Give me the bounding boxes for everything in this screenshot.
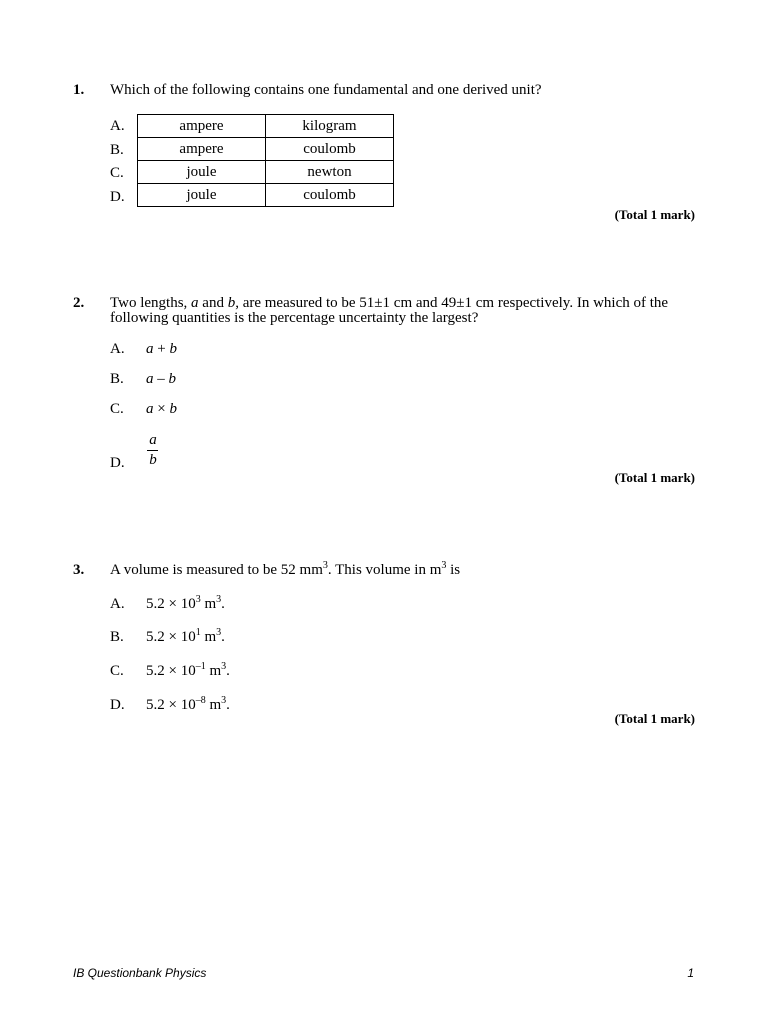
q2-option-a-text bbox=[146, 341, 177, 358]
table-cell: newton bbox=[266, 161, 394, 184]
q3-option-c-letter: C. bbox=[110, 663, 124, 679]
table-cell: coulomb bbox=[266, 184, 394, 207]
table-row bbox=[138, 115, 394, 138]
q2-option-d-letter: D. bbox=[110, 455, 125, 471]
table-row bbox=[138, 161, 394, 184]
question-1-number: 1. bbox=[73, 82, 85, 98]
q3-text-segment: . This volume in m bbox=[327, 562, 442, 578]
unit: m bbox=[200, 629, 217, 645]
sci-exponent: 3 bbox=[195, 594, 201, 605]
expr-operator: + bbox=[153, 341, 170, 357]
table-cell: joule bbox=[138, 184, 266, 207]
q3-option-b-text bbox=[146, 629, 225, 646]
table-row bbox=[138, 184, 394, 207]
sci-exponent: 1 bbox=[195, 627, 201, 638]
unit-exponent: 3 bbox=[216, 594, 222, 605]
q3-text-segment: is bbox=[446, 562, 461, 578]
q2-text-segment: , are measured to be 51±1 cm and 49±1 cm respectively. In which of the bbox=[235, 295, 669, 311]
expr-var: a bbox=[146, 371, 154, 387]
unit: m bbox=[200, 596, 217, 612]
unit-exponent: 3 bbox=[216, 627, 222, 638]
expr-var: b bbox=[169, 401, 177, 417]
expr-var: b bbox=[168, 371, 176, 387]
q2-var-a: a bbox=[191, 295, 199, 311]
q2-option-c-text bbox=[146, 401, 177, 418]
table-cell: ampere bbox=[138, 138, 266, 161]
unit-exponent: 3 bbox=[221, 661, 227, 672]
period: . bbox=[221, 629, 225, 645]
table-cell: kilogram bbox=[266, 115, 394, 138]
sci-base: 5.2 × 10 bbox=[146, 697, 196, 713]
period: . bbox=[221, 596, 225, 612]
q3-text-segment: A volume is measured to be 52 mm bbox=[110, 562, 323, 578]
q2-option-c-letter: C. bbox=[110, 401, 124, 417]
fraction-denominator: b bbox=[149, 452, 157, 468]
q2-option-b-letter: B. bbox=[110, 371, 124, 387]
sci-exponent: –8 bbox=[195, 695, 206, 706]
units-table bbox=[137, 114, 394, 207]
q3-option-a-text bbox=[146, 596, 225, 613]
sci-base: 5.2 × 10 bbox=[146, 596, 196, 612]
question-3-text bbox=[110, 560, 461, 578]
q2-text-segment: Two lengths, bbox=[110, 295, 192, 311]
q3-option-d-letter: D. bbox=[110, 697, 125, 713]
unit: m bbox=[205, 663, 222, 679]
q3-superscript: 3 bbox=[322, 560, 328, 571]
expr-operator: – bbox=[153, 371, 169, 387]
expr-var: b bbox=[169, 341, 177, 357]
question-1-text: Which of the following contains one fundamental and one derived unit? bbox=[110, 82, 542, 98]
expr-operator: × bbox=[153, 401, 170, 417]
footer-source: IB Questionbank Physics bbox=[73, 966, 207, 980]
q1-option-a-letter: A. bbox=[110, 118, 125, 134]
page-number: 1 bbox=[687, 966, 694, 980]
q3-option-c-text bbox=[146, 663, 230, 680]
expr-var: a bbox=[146, 401, 154, 417]
question-2-number: 2. bbox=[73, 295, 85, 311]
q1-option-b-letter: B. bbox=[110, 142, 124, 158]
q3-superscript: 3 bbox=[441, 560, 447, 571]
table-cell: ampere bbox=[138, 115, 266, 138]
fraction-numerator: a bbox=[149, 432, 157, 448]
period: . bbox=[226, 663, 230, 679]
sci-base: 5.2 × 10 bbox=[146, 663, 196, 679]
q2-var-b: b bbox=[227, 295, 236, 311]
q2-total-mark: (Total 1 mark) bbox=[614, 470, 695, 485]
table-cell: joule bbox=[138, 161, 266, 184]
unit: m bbox=[205, 697, 222, 713]
question-2-text bbox=[110, 296, 690, 326]
sci-base: 5.2 × 10 bbox=[146, 629, 196, 645]
q2-option-a-letter: A. bbox=[110, 341, 125, 357]
period: . bbox=[226, 697, 230, 713]
q2-text-line2: following quantities is the percentage uncertainty the largest? bbox=[110, 310, 479, 326]
q1-option-c-letter: C. bbox=[110, 165, 124, 181]
sci-exponent: –1 bbox=[195, 661, 206, 672]
q1-option-d-letter: D. bbox=[110, 189, 125, 205]
table-cell: coulomb bbox=[266, 138, 394, 161]
question-3-number: 3. bbox=[73, 562, 85, 578]
fraction-bar bbox=[147, 450, 158, 451]
q2-text-segment: and bbox=[198, 295, 228, 311]
unit-exponent: 3 bbox=[221, 695, 227, 706]
q1-total-mark: (Total 1 mark) bbox=[614, 207, 695, 222]
expr-var: a bbox=[146, 341, 154, 357]
q3-total-mark: (Total 1 mark) bbox=[614, 711, 695, 726]
q2-option-b-text bbox=[146, 371, 176, 388]
q3-option-a-letter: A. bbox=[110, 596, 125, 612]
q3-option-b-letter: B. bbox=[110, 629, 124, 645]
q3-option-d-text bbox=[146, 697, 230, 714]
table-row bbox=[138, 138, 394, 161]
